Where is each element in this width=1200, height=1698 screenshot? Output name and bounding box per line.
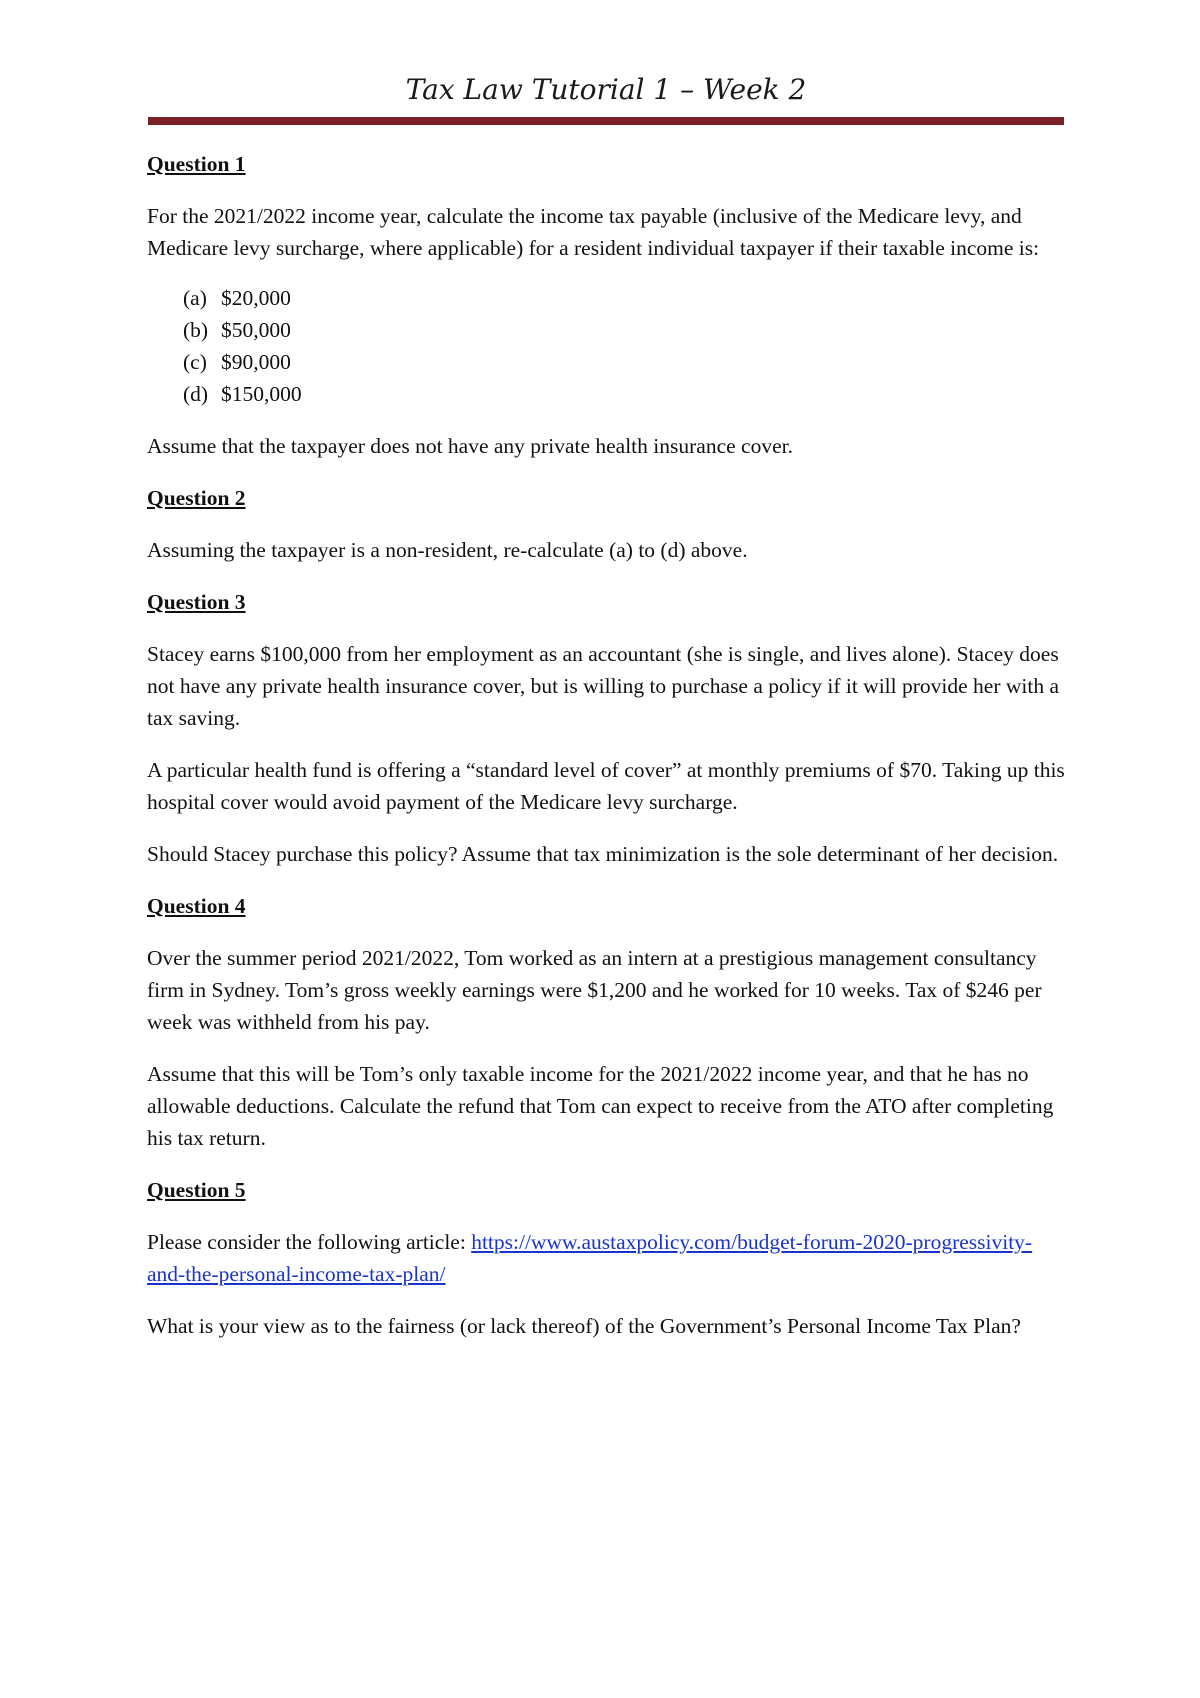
list-item [147, 346, 1067, 378]
option-value: $50,000 [221, 318, 291, 342]
article-link[interactable]: https://www.austaxpolicy.com/budget-forum-2020-progressivity-and-the-personal-income-tax-plan/ [147, 1230, 1033, 1286]
question-intro: For the 2021/2022 income year, calculate the income tax payable (inclusive of the Medicare levy, and Medicare levy surcharge, where applicable) for a resident individual taxpayer if their taxable income is: [147, 204, 1040, 260]
list-item [147, 314, 1067, 346]
question-heading: Question 5 [147, 1178, 246, 1202]
option-label: (d) [183, 382, 209, 406]
question-heading: Question 3 [147, 590, 246, 614]
option-label: (a) [183, 286, 207, 310]
question-heading: Question 4 [147, 894, 246, 918]
question-5 [147, 1174, 1067, 1342]
option-label: (b) [183, 318, 209, 342]
option-value: $20,000 [221, 286, 291, 310]
article-intro: Please consider the following article: [147, 1230, 472, 1254]
list-item [147, 378, 1067, 410]
document-title: Tax Law Tutorial 1 – Week 2 [405, 73, 807, 106]
question-paragraph: Stacey earns $100,000 from her employment as an accountant (she is single, and lives alone). Stacey does not have any private health insurance cover, but is willing to purchase a policy if it will provide her with a tax saving. [147, 642, 1060, 730]
question-4 [147, 890, 1067, 1154]
question-2 [147, 482, 1067, 566]
question-note: Assume that the taxpayer does not have any private health insurance cover. [147, 434, 793, 458]
document-body [147, 148, 1067, 1362]
question-1 [147, 148, 1067, 462]
question-heading: Question 1 [147, 152, 246, 176]
question-text: Assuming the taxpayer is a non-resident, re-calculate (a) to (d) above. [147, 538, 748, 562]
question-3 [147, 586, 1067, 870]
question-paragraph: A particular health fund is offering a “standard level of cover” at monthly premiums of $70. Taking up this hospital cover would avoid payment of the Medicare levy surcharge. [147, 758, 1065, 814]
question-heading: Question 2 [147, 486, 246, 510]
income-options-list [147, 282, 1067, 410]
article-paragraph [147, 1226, 1067, 1290]
question-paragraph: Should Stacey purchase this policy? Assume that tax minimization is the sole determinant of her decision. [147, 842, 1059, 866]
question-text: What is your view as to the fairness (or lack thereof) of the Government’s Personal Income Tax Plan? [147, 1314, 1021, 1338]
question-paragraph: Over the summer period 2021/2022, Tom worked as an intern at a prestigious management consultancy firm in Sydney. Tom’s gross weekly earnings were $1,200 and he worked for 10 weeks. Tax of $246 per week was withheld from his pay. [147, 946, 1042, 1034]
question-paragraph: Assume that this will be Tom’s only taxable income for the 2021/2022 income year, and that he has no allowable deductions. Calculate the refund that Tom can expect to receive from the ATO after completing his tax return. [147, 1062, 1054, 1150]
title-rule [148, 117, 1064, 125]
list-item [147, 282, 1067, 314]
option-label: (c) [183, 350, 207, 374]
option-value: $150,000 [221, 382, 302, 406]
option-value: $90,000 [221, 350, 291, 374]
